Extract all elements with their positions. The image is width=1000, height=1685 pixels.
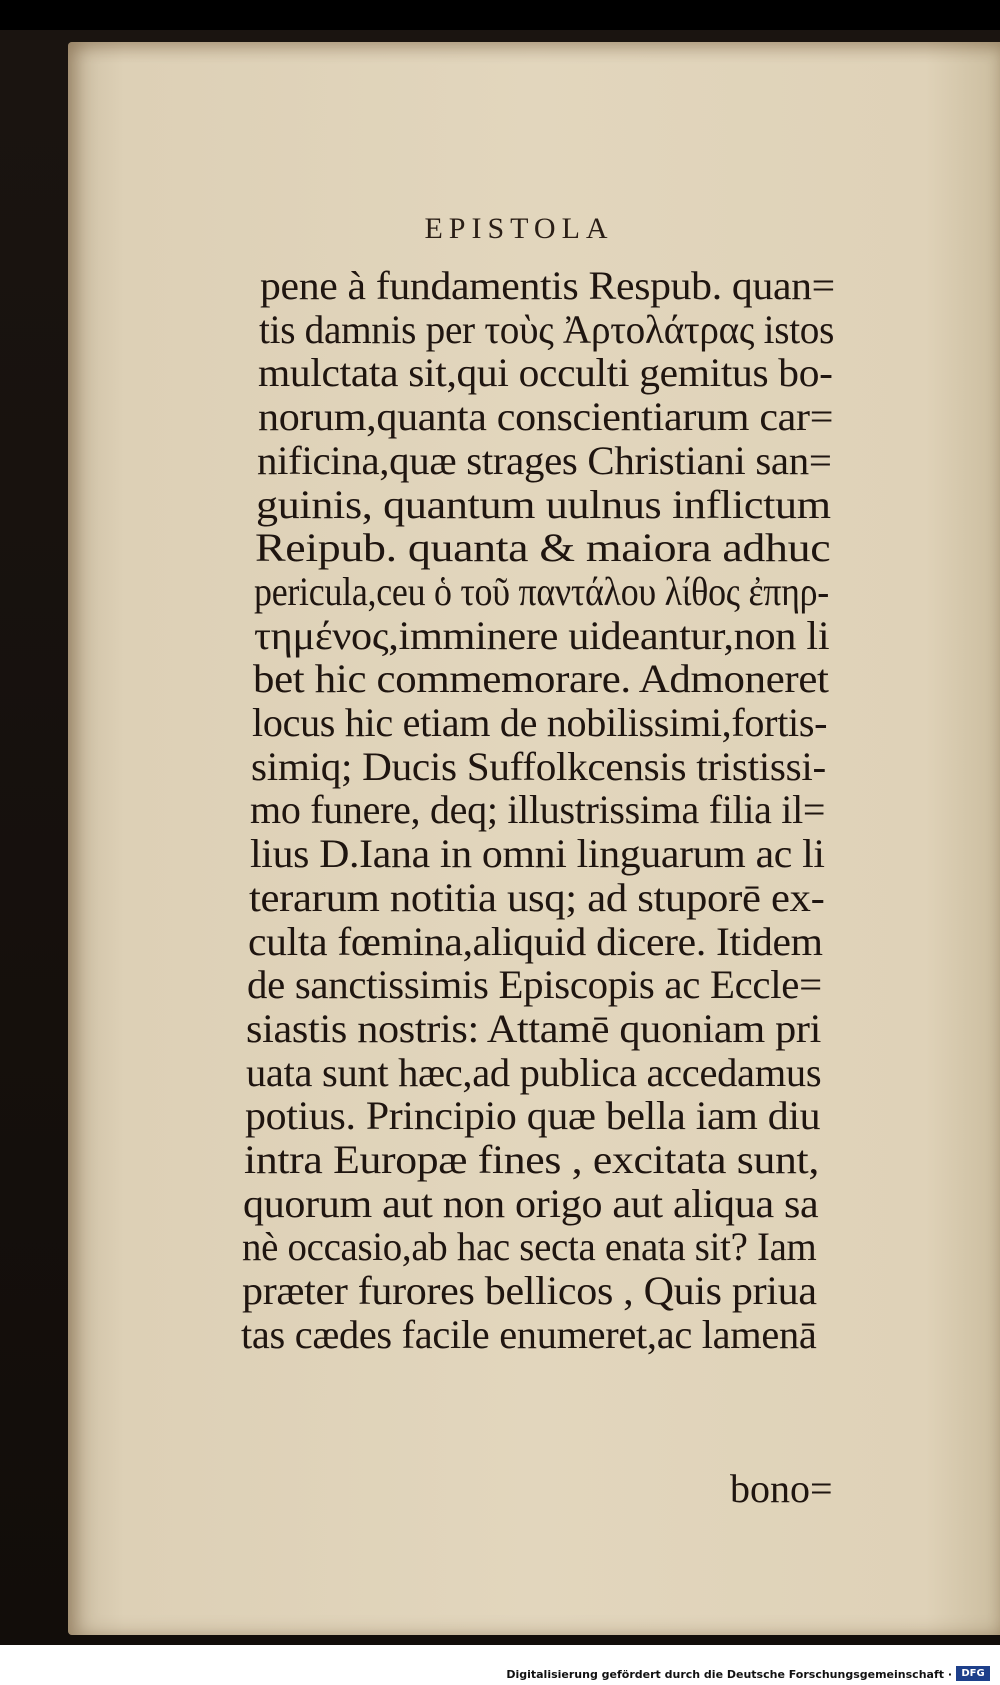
dfg-logo: DFG: [956, 1666, 990, 1681]
text-line: uata sunt hæc,ad publica accedamus: [246, 1049, 822, 1095]
text-line: pene à fundamentis Respub. quan=: [260, 263, 835, 308]
text-line: norum,quanta conscientiarum car=: [258, 394, 834, 440]
text-line: culta fœmina,aliquid dicere. Itidem: [248, 918, 823, 964]
text-line: bet hic commemorare. Admoneret: [253, 656, 829, 702]
text-line: τημένος,imminere uideantur,non li: [254, 612, 830, 658]
text-line: siastis nostris: Attamē quoniam pri: [246, 1005, 822, 1051]
text-line: quorum aut non origo aut aliqua sa: [243, 1180, 819, 1226]
text-line: intra Europæ fines , excitata sunt,: [244, 1137, 819, 1182]
text-line: mulctata sit,qui occulti gemitus bo-: [258, 350, 833, 396]
text-line: locus hic etiam de nobilissimi,fortis-: [252, 700, 828, 745]
text-line: præter furores bellicos , Quis priua: [242, 1268, 817, 1314]
catchword: bono=: [730, 1466, 833, 1511]
text-line: potius. Principio quæ bella iam diu: [245, 1093, 821, 1139]
text-line: Reipub. quanta & maiora adhuc: [255, 525, 831, 571]
text-line: tas cædes facile enumeret,ac lamenā: [241, 1311, 817, 1357]
text-line: lius D.Iana in omni linguarum ac li: [250, 831, 825, 877]
text-line: mo funere, deq; illustrissima filia il=: [250, 787, 826, 833]
text-line: nè occasio,ab hac secta enata sit? Iam: [242, 1224, 817, 1270]
running-head: EPISTOLA: [424, 212, 614, 245]
text-line: nificina,quæ strages Christiani san=: [257, 437, 832, 483]
text-line: de sanctissimis Episcopis ac Eccle=: [247, 962, 822, 1008]
digitization-credit: Digitalisierung gefördert durch die Deutsche Forschungsgemeinschaft ·: [506, 1668, 952, 1681]
text-line: guinis, quantum uulnus inflictum: [256, 481, 831, 527]
text-line: terarum notitia usq; ad stuporē ex-: [249, 874, 825, 920]
text-line: pericula,ceu ὁ τοῦ παντάλου λίθος ἐπηρ-: [254, 568, 830, 614]
text-line: tis damnis per τοὺς Ἀρτολάτρας istos: [259, 306, 835, 352]
text-line: simiq; Ducis Suffolkcensis tristissi-: [251, 743, 826, 789]
